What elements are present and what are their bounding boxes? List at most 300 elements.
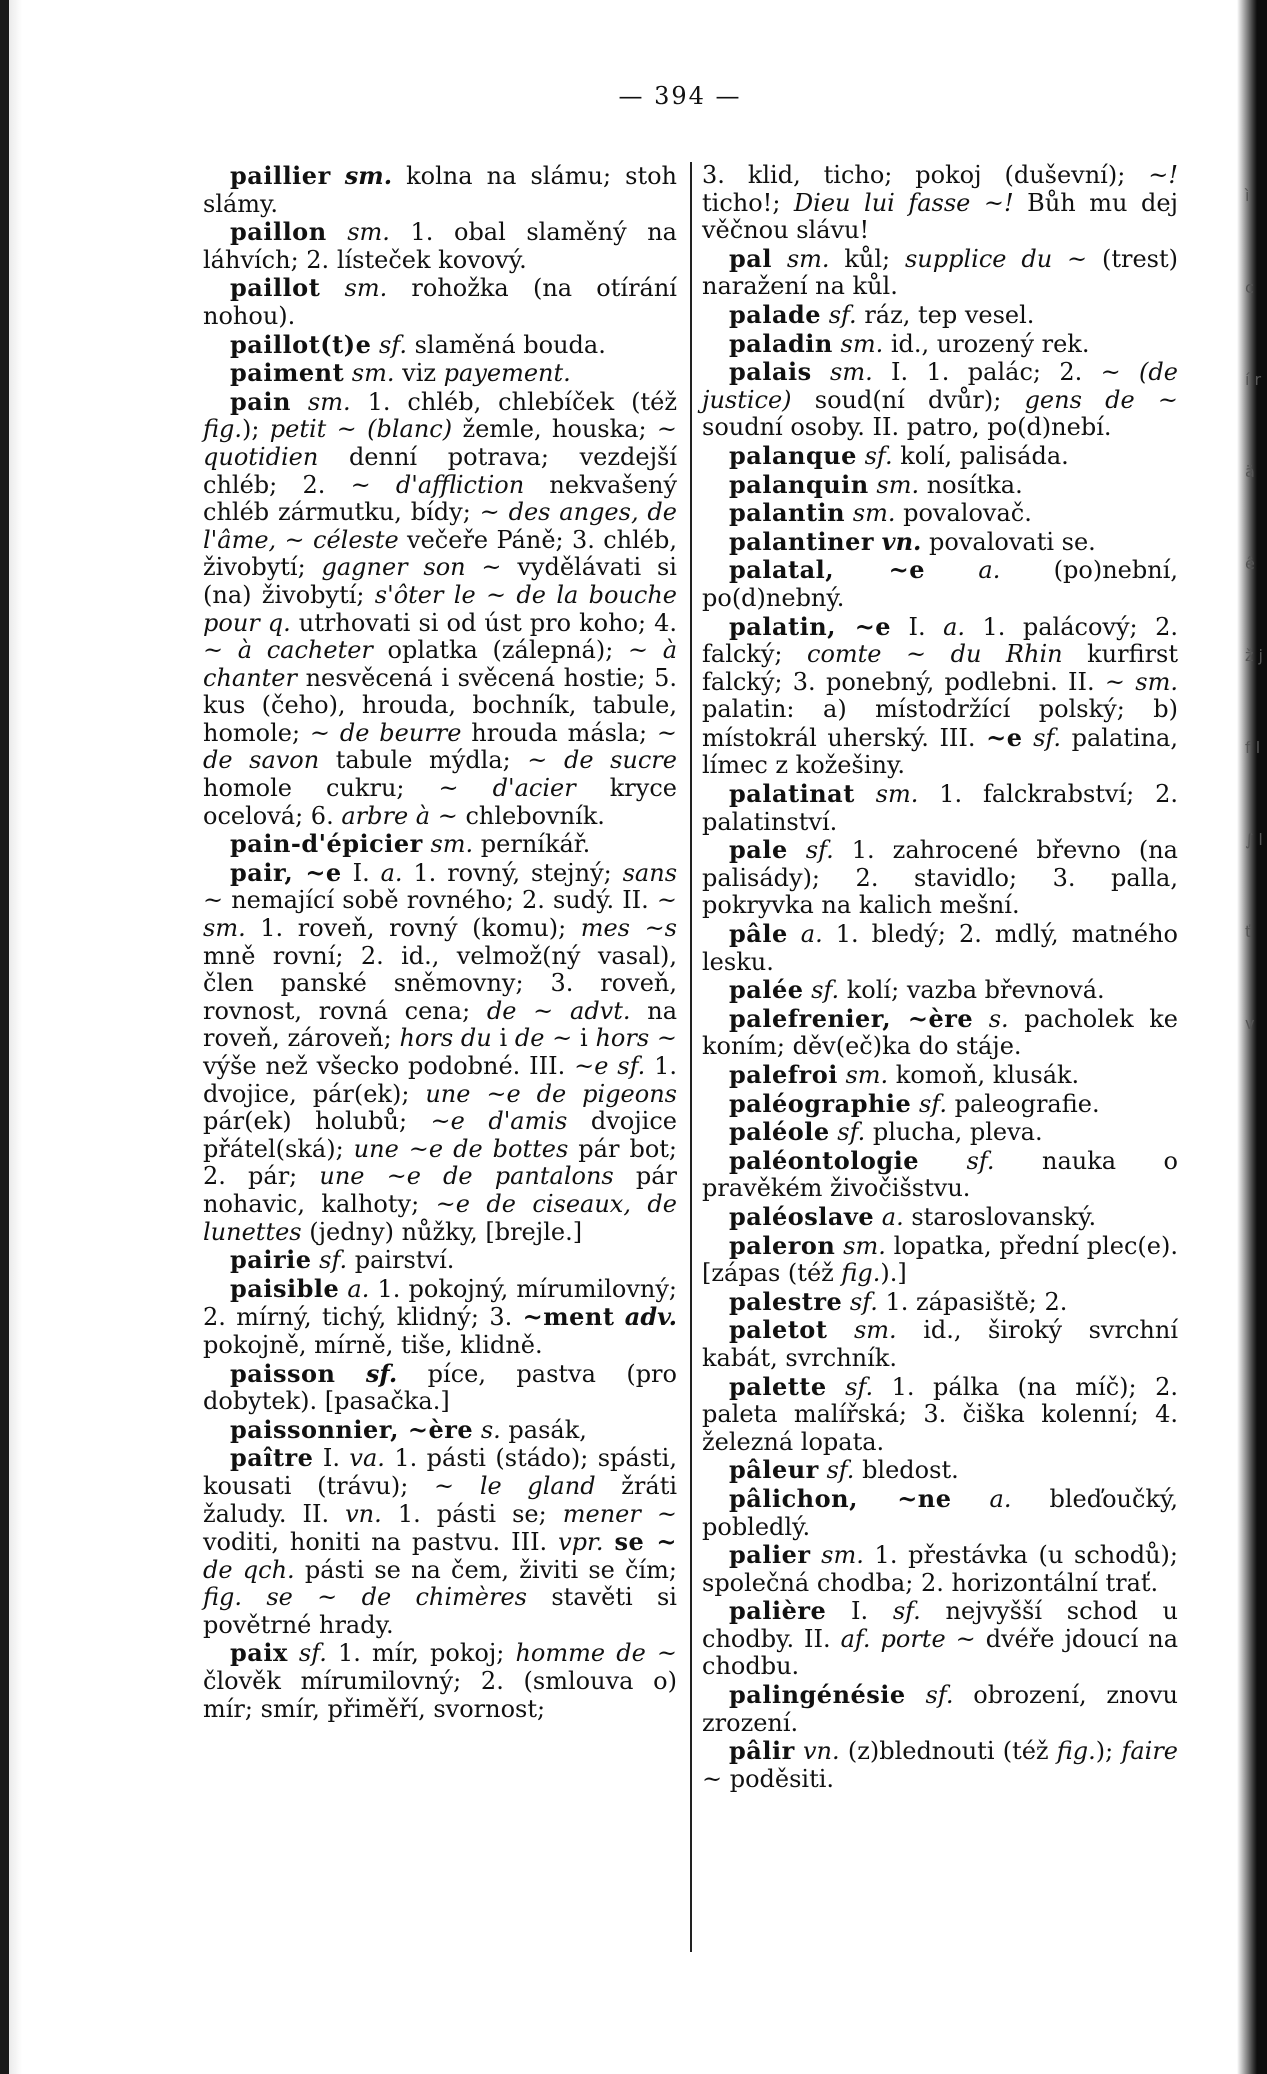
definition-text: I. [891, 612, 944, 641]
definition-text: 3. klid, ticho; pokoj (duševní); [702, 161, 1149, 189]
definition-text [857, 442, 865, 470]
headword: palette [729, 1371, 827, 1401]
definition-text: pásti se na čem, živiti se čím; [294, 1555, 677, 1584]
grammar-label: adv. [624, 1302, 677, 1332]
french-phrase: s. [988, 1004, 1009, 1033]
french-phrase: sf. [826, 1456, 855, 1485]
definition-text: pár(ek) holubů; [203, 1107, 431, 1136]
french-phrase: s. [480, 1415, 501, 1444]
definition-text: obrození, znovu zrození. [702, 1681, 1178, 1737]
headword: palatal, ~e [729, 555, 926, 585]
french-phrase: de ~ advt. [486, 996, 631, 1025]
dictionary-entry [203, 1360, 677, 1416]
headword: paléoslave [729, 1201, 875, 1231]
french-phrase: de qch. [203, 1555, 295, 1584]
definition-text [911, 1090, 919, 1118]
definition-text: i [491, 1024, 515, 1053]
french-phrase: sf. [864, 441, 893, 470]
dictionary-entry [203, 218, 677, 274]
french-phrase: une ~e de pantalons [319, 1162, 614, 1191]
french-phrase: petit ~ (blanc) [269, 415, 453, 444]
french-phrase: sf. [837, 1118, 866, 1147]
definition-text: 1. bledý; 2. mdlý, matného lesku. [702, 920, 1178, 976]
definition-text: komoň, klusák. [888, 1061, 1080, 1089]
french-phrase: vn. [345, 1499, 382, 1528]
dictionary-entry [702, 1737, 1178, 1793]
definition-text: nesvěcená i svěcená hostie; 5. kus (čeho), hrouda, bochník, tabule, homole; [203, 663, 677, 747]
definition-text: dvéře jdoucí na chodbu. [702, 1624, 1179, 1681]
french-phrase: ~! [1148, 161, 1178, 189]
french-phrase: une ~e de bottes [353, 1134, 569, 1163]
french-phrase: homme de ~ [515, 1639, 677, 1668]
headword: palefroi [729, 1060, 838, 1089]
headword: paletot [729, 1315, 828, 1345]
definition-text: soud(ní dvůr); [791, 385, 1025, 414]
definition-text: I. [313, 1444, 350, 1473]
headword: palefrenier, ~ère [729, 1003, 974, 1033]
headword: palée [729, 975, 804, 1005]
dictionary-entry [702, 556, 1178, 612]
definition-text: kryce ocelová; 6. [203, 774, 677, 830]
definition-text: 1. chléb, chlebíček (též [350, 387, 677, 416]
french-phrase: a. [800, 920, 823, 949]
headword: palanquin [729, 469, 869, 499]
definition-text: kolí, palisáda. [892, 441, 1069, 470]
definition-text [344, 359, 352, 387]
dictionary-entry [203, 359, 677, 388]
definition-text: nosítka. [919, 470, 1023, 499]
dictionary-entry [702, 358, 1178, 442]
french-phrase: sans ~ [203, 858, 678, 915]
headword: paillon [230, 217, 327, 247]
headword: se ~ [614, 1527, 677, 1557]
dictionary-entry [702, 245, 1178, 301]
dictionary-entry [203, 331, 677, 360]
definition-text [952, 1485, 990, 1513]
headword: palais [729, 357, 812, 387]
dictionary-entry [702, 1147, 1178, 1203]
definition-text [788, 836, 806, 864]
dictionary-entry [702, 1681, 1178, 1737]
definition-text: pasák, [500, 1415, 587, 1444]
french-phrase: a. [978, 556, 1001, 585]
french-phrase: ~ à cacheter [203, 636, 373, 665]
definition-text: žráti žaludy. II. [203, 1471, 678, 1528]
french-phrase: sm. [430, 830, 474, 859]
french-phrase: sm. [307, 387, 351, 416]
definition-text: soudní osoby. II. patro, po(d)nebí. [702, 413, 1112, 442]
definition-text: výše než všecko podobné. III. [203, 1052, 575, 1080]
definition-text: palatina, límec z kožešiny. [702, 723, 1178, 780]
definition-text: utrhovati si od úst pro koho; 4. [290, 608, 677, 637]
definition-text [925, 556, 978, 584]
french-phrase: sm. [845, 1061, 889, 1089]
dictionary-entry [702, 1232, 1178, 1288]
dictionary-entry [702, 976, 1178, 1005]
french-phrase: une ~e de pigeons [425, 1079, 677, 1108]
definition-text: pár bot; 2. pár; [203, 1134, 677, 1191]
french-phrase: a. [943, 612, 966, 641]
definition-text: kolí; vazba břevnová. [839, 976, 1105, 1005]
french-phrase: sm. [852, 499, 896, 528]
definition-text [331, 162, 345, 190]
french-phrase: hors ~ [595, 1024, 677, 1053]
definition-text: 1. pálka (na míč); 2. paleta malířská; 3. čiška kolenní; 4. železná lopata. [702, 1372, 1178, 1456]
french-phrase: payement. [443, 359, 571, 388]
dictionary-entry [702, 1456, 1178, 1485]
headword: ~e [986, 722, 1023, 752]
french-phrase: sm. [876, 470, 920, 499]
page-number: — 394 — [618, 82, 742, 110]
dictionary-entry [702, 1203, 1178, 1232]
dictionary-entry [702, 1005, 1178, 1061]
definition-text [614, 1303, 624, 1331]
definition-text: Bůh mu dej věčnou slávu! [702, 188, 1178, 245]
definition-text [288, 1639, 299, 1667]
french-phrase: fig. [841, 1259, 881, 1288]
definition-text: kurfirst falcký; 3. ponebný, podlebni. II. [702, 640, 1179, 696]
definition-text: 1. přestávka (u schodů); společná chodba; 2. horizontální trať. [702, 1541, 1178, 1597]
definition-text: oplatka (zálepná); [372, 636, 628, 665]
definition-text: 1. zahrocené břevno (na palisády); 2. stavidlo; 3. palla, pokryvka na kalich mešní. [702, 836, 1178, 920]
definition-text [291, 388, 308, 416]
definition-text [845, 499, 853, 527]
french-phrase: ~e d'amis [430, 1107, 568, 1136]
french-phrase: ~ d'affliction [350, 470, 525, 499]
dictionary-entry [702, 162, 1178, 245]
definition-text: (trest) naražení na kůl. [702, 244, 1178, 301]
french-phrase: ~ sm. [203, 886, 677, 943]
dictionary-entry [702, 1090, 1178, 1119]
definition-text: voditi, honiti na pastvu. III. [203, 1528, 559, 1557]
french-phrase: ~ de savon [203, 718, 677, 775]
headword: palière [729, 1596, 827, 1626]
dictionary-entry [203, 388, 677, 831]
definition-text [835, 1232, 843, 1260]
scan-left-edge [0, 0, 22, 2074]
french-phrase: gagner son ~ [321, 553, 502, 582]
french-phrase: sm. [347, 218, 390, 247]
dictionary-entry [702, 1541, 1178, 1597]
definition-text [371, 331, 379, 359]
french-phrase: sf. [925, 1681, 954, 1710]
definition-text: ); [1095, 1737, 1122, 1766]
headword: palade [729, 299, 822, 329]
definition-text: rohožka (na otírání nohou). [203, 274, 677, 330]
dictionary-entry [203, 1639, 677, 1723]
headword: paix [230, 1638, 288, 1668]
definition-text [874, 1203, 882, 1231]
dictionary-entry [203, 859, 677, 1246]
definition-text [812, 358, 830, 386]
dictionary-entry [702, 1118, 1178, 1147]
definition-text: lopatka, přední plec(e). [zápas (též [702, 1231, 1178, 1288]
french-phrase: va. [349, 1444, 385, 1473]
definition-text: palatin: a) místodržící polský; b) místokrál uherský. III. [702, 695, 1178, 752]
french-phrase: fig. [1056, 1737, 1096, 1766]
french-phrase: sm. [821, 1541, 864, 1570]
definition-text: člověk mírumilovný; 2. (smlouva o) mír; smír, přiměří, svornost; [203, 1667, 677, 1723]
french-phrase: sf. [298, 1639, 327, 1668]
dictionary-entry [702, 1061, 1178, 1090]
definition-text: (po)nební, po(d)nebný. [702, 556, 1179, 612]
french-phrase: sf. [1033, 723, 1062, 752]
definition-text: povalovati se. [921, 527, 1096, 556]
french-phrase: ~e de ciseaux, de lunettes [203, 1189, 677, 1246]
definition-text: homole cukru; [203, 774, 439, 803]
definition-text [906, 1681, 926, 1709]
definition-text: (z)blednouti (též [839, 1737, 1057, 1766]
headword: paisible [230, 1273, 340, 1303]
dictionary-entry [702, 1373, 1178, 1457]
french-phrase: arbre à ~ [341, 801, 458, 830]
french-phrase: fig. se ~ de chimères [203, 1583, 527, 1612]
dictionary-entry [203, 1246, 677, 1275]
dictionary-entry [702, 1316, 1178, 1372]
headword: paillot [230, 273, 321, 303]
headword: palingénésie [729, 1680, 906, 1710]
definition-text [821, 301, 829, 329]
french-phrase: sm. [840, 329, 884, 358]
french-phrase: ~ de beurre [309, 718, 462, 747]
definition-text [833, 330, 841, 358]
definition-text: pár nohavic, kalhoty; [203, 1162, 677, 1218]
french-phrase: ~e sf. [574, 1052, 646, 1080]
french-phrase: fig. [203, 415, 242, 444]
dictionary-entry [203, 162, 677, 218]
headword: pairie [230, 1245, 312, 1275]
definition-text: tabule mýdla; [319, 746, 528, 775]
definition-text: žemle, houska; [452, 415, 657, 444]
definition-text [919, 1147, 966, 1175]
definition-text: paleografie. [946, 1089, 1100, 1118]
definition-text: nauka o pravěkém živočišstvu. [702, 1146, 1178, 1203]
definition-text: stavěti si povětrné hrady. [203, 1583, 677, 1639]
definition-text: 1. falckrabství; 2. palatinství. [702, 780, 1178, 836]
definition-text: poděsiti. [722, 1764, 835, 1793]
headword: paladin [729, 328, 833, 358]
definition-text: povalovač. [895, 499, 1032, 528]
definition-text: staroslovanský. [903, 1202, 1097, 1231]
french-phrase: hors du [399, 1024, 492, 1053]
definition-text: 1. roveň, rovný (komu); [245, 914, 581, 943]
definition-text: id., široký svrchní kabát, svrchník. [702, 1316, 1178, 1372]
definition-text: 1. dvojice, pár(ek); [203, 1052, 678, 1108]
definition-text: I. [341, 858, 381, 887]
headword: paissonnier, ~ère [230, 1414, 474, 1444]
headword: palatinat [729, 779, 855, 809]
french-phrase: ~ des anges, de l'âme, ~ céleste [203, 498, 677, 554]
french-phrase: vn. [802, 1737, 840, 1766]
bleed-through-text: ì c í r ä ê ž j f l ∫ l ť v [1245, 186, 1263, 1033]
french-phrase: sf. [828, 300, 857, 329]
definition-text [810, 1541, 821, 1569]
definition-text: večeře Páně; 3. chléb, živobytí; [203, 525, 677, 582]
definition-text: I. 1. palác; 2. [872, 358, 1101, 387]
definition-text: chlebovník. [457, 801, 605, 830]
definition-text: bleďoučký, pobledlý. [702, 1484, 1178, 1541]
dictionary-entry [702, 442, 1178, 471]
definition-text [772, 245, 787, 273]
definition-text: 1. palácový; 2. falcký; [702, 612, 1178, 669]
definition-text: I. [826, 1597, 893, 1626]
headword: paisson [230, 1358, 336, 1388]
dictionary-entry [203, 1416, 677, 1445]
definition-text: mně rovní; 2. id., velmož(ný vasal), člen panské sněmovny; 3. roveň, rovnost, rovná cena; [203, 941, 677, 1025]
headword: pair, ~e [230, 857, 342, 887]
dictionary-entry [702, 471, 1178, 500]
french-phrase: sf. [966, 1146, 995, 1175]
definition-text: plucha, pleva. [865, 1118, 1043, 1147]
dictionary-entry [702, 1288, 1178, 1317]
definition-text: i [572, 1024, 596, 1053]
definition-text: 1. mír, pokoj; [326, 1639, 516, 1668]
definition-text: nekvašený chléb zármutku, bídy; [203, 470, 677, 527]
french-phrase: a. [989, 1484, 1012, 1513]
french-phrase: de ~ [514, 1024, 573, 1053]
french-phrase: Dieu lui fasse ~! [793, 188, 1014, 217]
french-phrase: ~ d'acier [438, 774, 576, 803]
headword: palatin, ~e [729, 611, 892, 641]
french-phrase: ~ sm. [1104, 667, 1178, 696]
definition-text: 1. pásti se; [381, 1499, 563, 1528]
definition-text [788, 920, 801, 948]
french-phrase: ~ de sucre [527, 746, 677, 775]
french-phrase: vpr. [558, 1528, 604, 1557]
french-phrase: ~ le gland [434, 1471, 596, 1500]
definition-text: pacholek ke koním; děv(eč)ka do stáje. [702, 1004, 1178, 1061]
definition-text [1022, 724, 1033, 752]
french-phrase: sm. [853, 1316, 897, 1345]
headword: pal [729, 243, 772, 273]
french-phrase: mes ~s [580, 914, 677, 943]
grammar-label: sf. [365, 1358, 398, 1388]
dictionary-entry [702, 499, 1178, 528]
french-phrase: comte ~ du Rhin [807, 640, 1063, 669]
dictionary-entry [702, 1485, 1178, 1541]
definition-text: nemající sobě rovného; 2. sudý. II. [223, 886, 657, 915]
headword: pâle [729, 919, 788, 949]
grammar-label: sm. [344, 161, 393, 190]
dictionary-entry [702, 836, 1178, 920]
french-phrase: sm. [344, 274, 388, 303]
headword: pale [729, 835, 788, 865]
headword: palanque [729, 440, 857, 470]
definition-text [855, 780, 876, 808]
french-phrase: sf. [378, 330, 407, 359]
french-phrase: ~ à chanter [203, 636, 678, 692]
definition-text [311, 1246, 319, 1274]
definition-text: ticho!; [702, 188, 794, 217]
definition-text: perníkář. [473, 830, 591, 859]
dictionary-entry [203, 830, 677, 859]
headword: pain [230, 386, 291, 416]
headword: paléographie [729, 1088, 912, 1118]
headword: pâlir [729, 1736, 795, 1766]
definition-text: pokojně, mírně, tiše, klidně. [203, 1330, 543, 1359]
french-phrase: af. porte ~ [840, 1624, 976, 1653]
grammar-label: vn. [881, 526, 922, 556]
definition-text [473, 1416, 481, 1444]
french-phrase: sf. [892, 1597, 921, 1626]
dictionary-entry [203, 1444, 677, 1639]
column-divider [690, 162, 692, 1952]
definition-text [804, 976, 812, 1004]
definition-text: bledost. [854, 1456, 959, 1485]
definition-text: ráz, tep vesel. [856, 300, 1035, 329]
definition-text: vydělávati si (na) živobytí; [203, 553, 677, 609]
definition-text: slaměná bouda. [406, 330, 606, 359]
definition-text: 1. pokojný, mírumilovný; 2. mírný, tichý, klidný; 3. [203, 1274, 677, 1332]
definition-text: na roveň, zároveň; [203, 996, 678, 1053]
french-phrase: ~ (de justice) [702, 358, 1178, 414]
french-phrase: ~ quotidien [203, 415, 677, 471]
dictionary-entry [702, 1597, 1178, 1681]
headword: paillot(t)e [230, 329, 372, 359]
french-phrase: sf. [849, 1287, 878, 1316]
definition-text: 1. obal slaměný na láhvích; 2. lísteček kovový. [203, 218, 677, 274]
definition-text [604, 1528, 615, 1556]
definition-text: 1. rovný, stejný; [402, 858, 623, 887]
dictionary-entry [702, 528, 1178, 557]
definition-text: (jedny) nůžky, [brejle.] [301, 1217, 583, 1246]
french-phrase: sf. [805, 836, 834, 865]
definition-text [973, 1005, 989, 1033]
left-column [203, 162, 677, 1723]
french-phrase: mener ~ [562, 1499, 678, 1528]
headword: palantin [729, 498, 846, 528]
headword: pain-d'épicier [230, 829, 423, 859]
french-phrase: s'ôter le ~ de la bouche pour q. [203, 580, 677, 637]
french-phrase: faire ~ [702, 1737, 1179, 1793]
headword: paléole [729, 1117, 830, 1147]
definition-text: kůl; [829, 244, 905, 273]
french-phrase: a. [881, 1202, 904, 1231]
french-phrase: sm. [786, 244, 830, 273]
french-phrase: sf. [918, 1089, 947, 1118]
headword: paître [230, 1443, 314, 1473]
dictionary-entry [702, 301, 1178, 330]
definition-text [327, 218, 348, 246]
french-phrase: sm. [351, 359, 395, 388]
headword: paléontologie [729, 1145, 920, 1175]
definition-text: 1. zápasiště; 2. [877, 1287, 1068, 1316]
definition-text: kolna na slámu; stoh slámy. [203, 162, 677, 218]
headword: palier [729, 1540, 811, 1570]
definition-text [795, 1737, 803, 1765]
french-phrase: gens de ~ [1024, 385, 1178, 414]
definition-text: 1. pásti (stádo); spásti, kousati (trávu); [203, 1444, 677, 1500]
headword: palantiner [729, 526, 875, 556]
definition-text: píce, pastva (pro dobytek). [pasačka.] [203, 1359, 677, 1416]
dictionary-entry [702, 330, 1178, 359]
definition-text: dvojice přátel(ská); [203, 1107, 677, 1163]
headword: pâlichon, ~ne [729, 1483, 952, 1513]
french-phrase: sf. [811, 976, 840, 1005]
dictionary-entry [702, 920, 1178, 976]
headword: ~ment [522, 1302, 615, 1332]
definition-text: hrouda másla; [461, 718, 657, 747]
french-phrase: a. [380, 858, 403, 887]
french-phrase: sm. [830, 358, 873, 387]
definition-text: pairství. [347, 1246, 455, 1275]
headword: paiment [230, 358, 345, 388]
headword: pâleur [729, 1455, 819, 1485]
definition-text [320, 274, 344, 302]
headword: palestre [729, 1286, 843, 1316]
right-column [702, 162, 1178, 1793]
french-phrase: sm. [843, 1231, 886, 1260]
